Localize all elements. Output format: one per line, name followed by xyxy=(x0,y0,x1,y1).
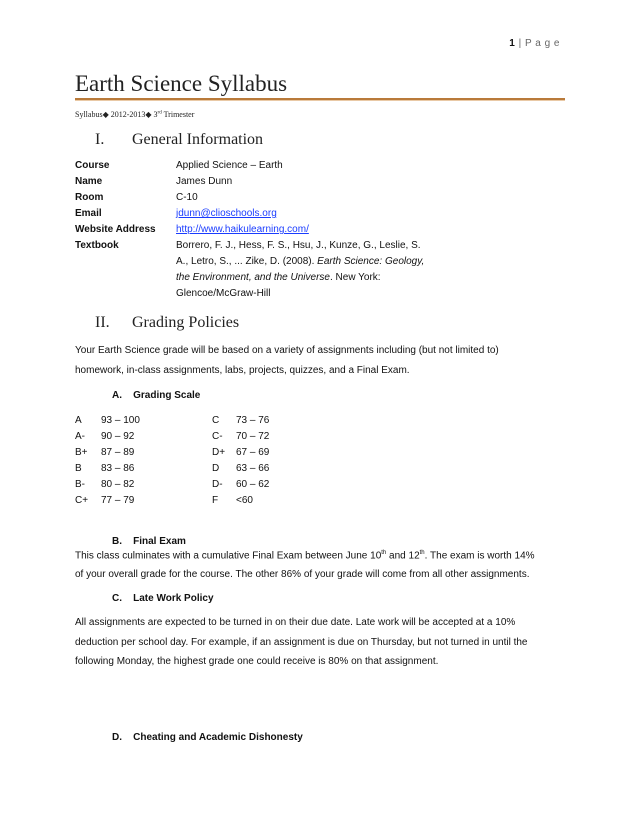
diamond-icon: ◆ xyxy=(102,110,109,119)
website-link[interactable]: http://www.haikulearning.com/ xyxy=(176,224,309,235)
grading-intro-line-1: Your Earth Science grade will be based on a variety of assignments including (but not limited to) xyxy=(75,345,499,356)
ordinal-suffix: th xyxy=(381,550,387,556)
final-exam-text-c: . The exam is worth 14% xyxy=(424,550,535,562)
subtitle-ordinal: rd xyxy=(157,110,162,116)
diamond-icon: ◆ xyxy=(145,110,152,119)
grade-range: 77 – 79 xyxy=(101,495,135,506)
grading-intro-line-2: homework, in-class assignments, labs, projects, quizzes, and a Final Exam. xyxy=(75,365,410,376)
page-word: P a g e xyxy=(524,38,560,49)
info-label-website: Website Address xyxy=(75,224,156,235)
grade-letter: F xyxy=(212,495,219,506)
section-title: General Information xyxy=(132,131,264,148)
grade-range: 63 – 66 xyxy=(236,463,270,474)
grade-letter: D- xyxy=(212,479,223,490)
textbook-line-1: Borrero, F. J., Hess, F. S., Hsu, J., Kunze, G., Leslie, S. xyxy=(176,240,421,251)
grade-letter: C xyxy=(212,415,220,426)
final-exam-heading: B. Final Exam xyxy=(112,536,186,547)
email-link[interactable]: jdunn@clioschools.org xyxy=(176,208,277,219)
final-exam-line-1 xyxy=(75,550,535,561)
page-number: 1 xyxy=(509,38,516,49)
section-heading-general-information xyxy=(95,131,395,151)
grade-letter: B- xyxy=(75,479,85,490)
textbook-line-3 xyxy=(176,272,381,283)
grade-letter: D+ xyxy=(212,447,226,458)
subtitle-syllabus: Syllabus xyxy=(75,110,103,119)
page-separator: | xyxy=(518,38,522,49)
ordinal-suffix: th xyxy=(419,550,425,556)
grade-range: 60 – 62 xyxy=(236,479,270,490)
textbook-line-4: Glencoe/McGraw-Hill xyxy=(176,288,271,299)
grade-range: 67 – 69 xyxy=(236,447,270,458)
textbook-publisher-city: . New York: xyxy=(329,272,381,283)
grade-letter: C+ xyxy=(75,495,89,506)
grade-letter: A xyxy=(75,415,82,426)
grade-letter: A- xyxy=(75,431,85,442)
section-numeral: I. xyxy=(95,131,105,148)
grade-range: 83 – 86 xyxy=(101,463,135,474)
grade-range: 70 – 72 xyxy=(236,431,270,442)
section-title: Grading Policies xyxy=(132,314,240,331)
title-rule-shadow xyxy=(75,100,565,101)
info-label-email: Email xyxy=(75,208,102,219)
late-work-heading: C. Late Work Policy xyxy=(112,593,214,604)
textbook-title-part2: the Environment, and the Universe xyxy=(176,272,330,283)
document-subtitle xyxy=(75,110,194,119)
info-value-name: James Dunn xyxy=(176,176,233,187)
page-number-header xyxy=(509,38,560,49)
grade-range: 87 – 89 xyxy=(101,447,135,458)
info-label-textbook: Textbook xyxy=(75,240,119,251)
grade-range: <60 xyxy=(236,495,253,506)
section-numeral: II. xyxy=(95,314,110,331)
grade-range: 73 – 76 xyxy=(236,415,270,426)
textbook-title-part1: Earth Science: Geology, xyxy=(317,256,425,267)
grade-letter: B xyxy=(75,463,82,474)
info-value-room: C-10 xyxy=(176,192,198,203)
grading-scale-heading: A. Grading Scale xyxy=(112,390,201,401)
info-value-course: Applied Science – Earth xyxy=(176,160,283,171)
late-work-line-2: deduction per school day. For example, if an assignment is due on Thursday, but not turned in until the xyxy=(75,637,528,648)
grade-range: 80 – 82 xyxy=(101,479,135,490)
grade-letter: C- xyxy=(212,431,223,442)
subtitle-trimester: Trimester xyxy=(163,110,195,119)
subtitle-trimester-number: 3 xyxy=(153,110,158,119)
textbook-line-2 xyxy=(176,256,424,267)
grade-letter: D xyxy=(212,463,220,474)
late-work-line-1: All assignments are expected to be turned in on their due date. Late work will be accepted at a 10% xyxy=(75,617,516,628)
section-heading-grading-policies xyxy=(95,314,395,334)
info-label-course: Course xyxy=(75,160,110,171)
textbook-authors: A., Letro, S., ... Zike, D. (2008). xyxy=(176,256,318,267)
grade-range: 93 – 100 xyxy=(101,415,140,426)
grade-letter: B+ xyxy=(75,447,88,458)
document-title: Earth Science Syllabus xyxy=(75,71,288,96)
subtitle-years: 2012-2013 xyxy=(110,110,146,119)
info-label-room: Room xyxy=(75,192,104,203)
cheating-heading: D. Cheating and Academic Dishonesty xyxy=(112,732,303,743)
grade-range: 90 – 92 xyxy=(101,431,135,442)
final-exam-line-2: of your overall grade for the course. The other 86% of your grade will come from all other assignments. xyxy=(75,569,530,580)
final-exam-text-b: and 12 xyxy=(386,550,420,562)
info-label-name: Name xyxy=(75,176,103,187)
final-exam-text-a: This class culminates with a cumulative Final Exam between June 10 xyxy=(75,550,382,562)
late-work-line-3: following Monday, the highest grade one could receive is 80% on that assignment. xyxy=(75,656,439,667)
